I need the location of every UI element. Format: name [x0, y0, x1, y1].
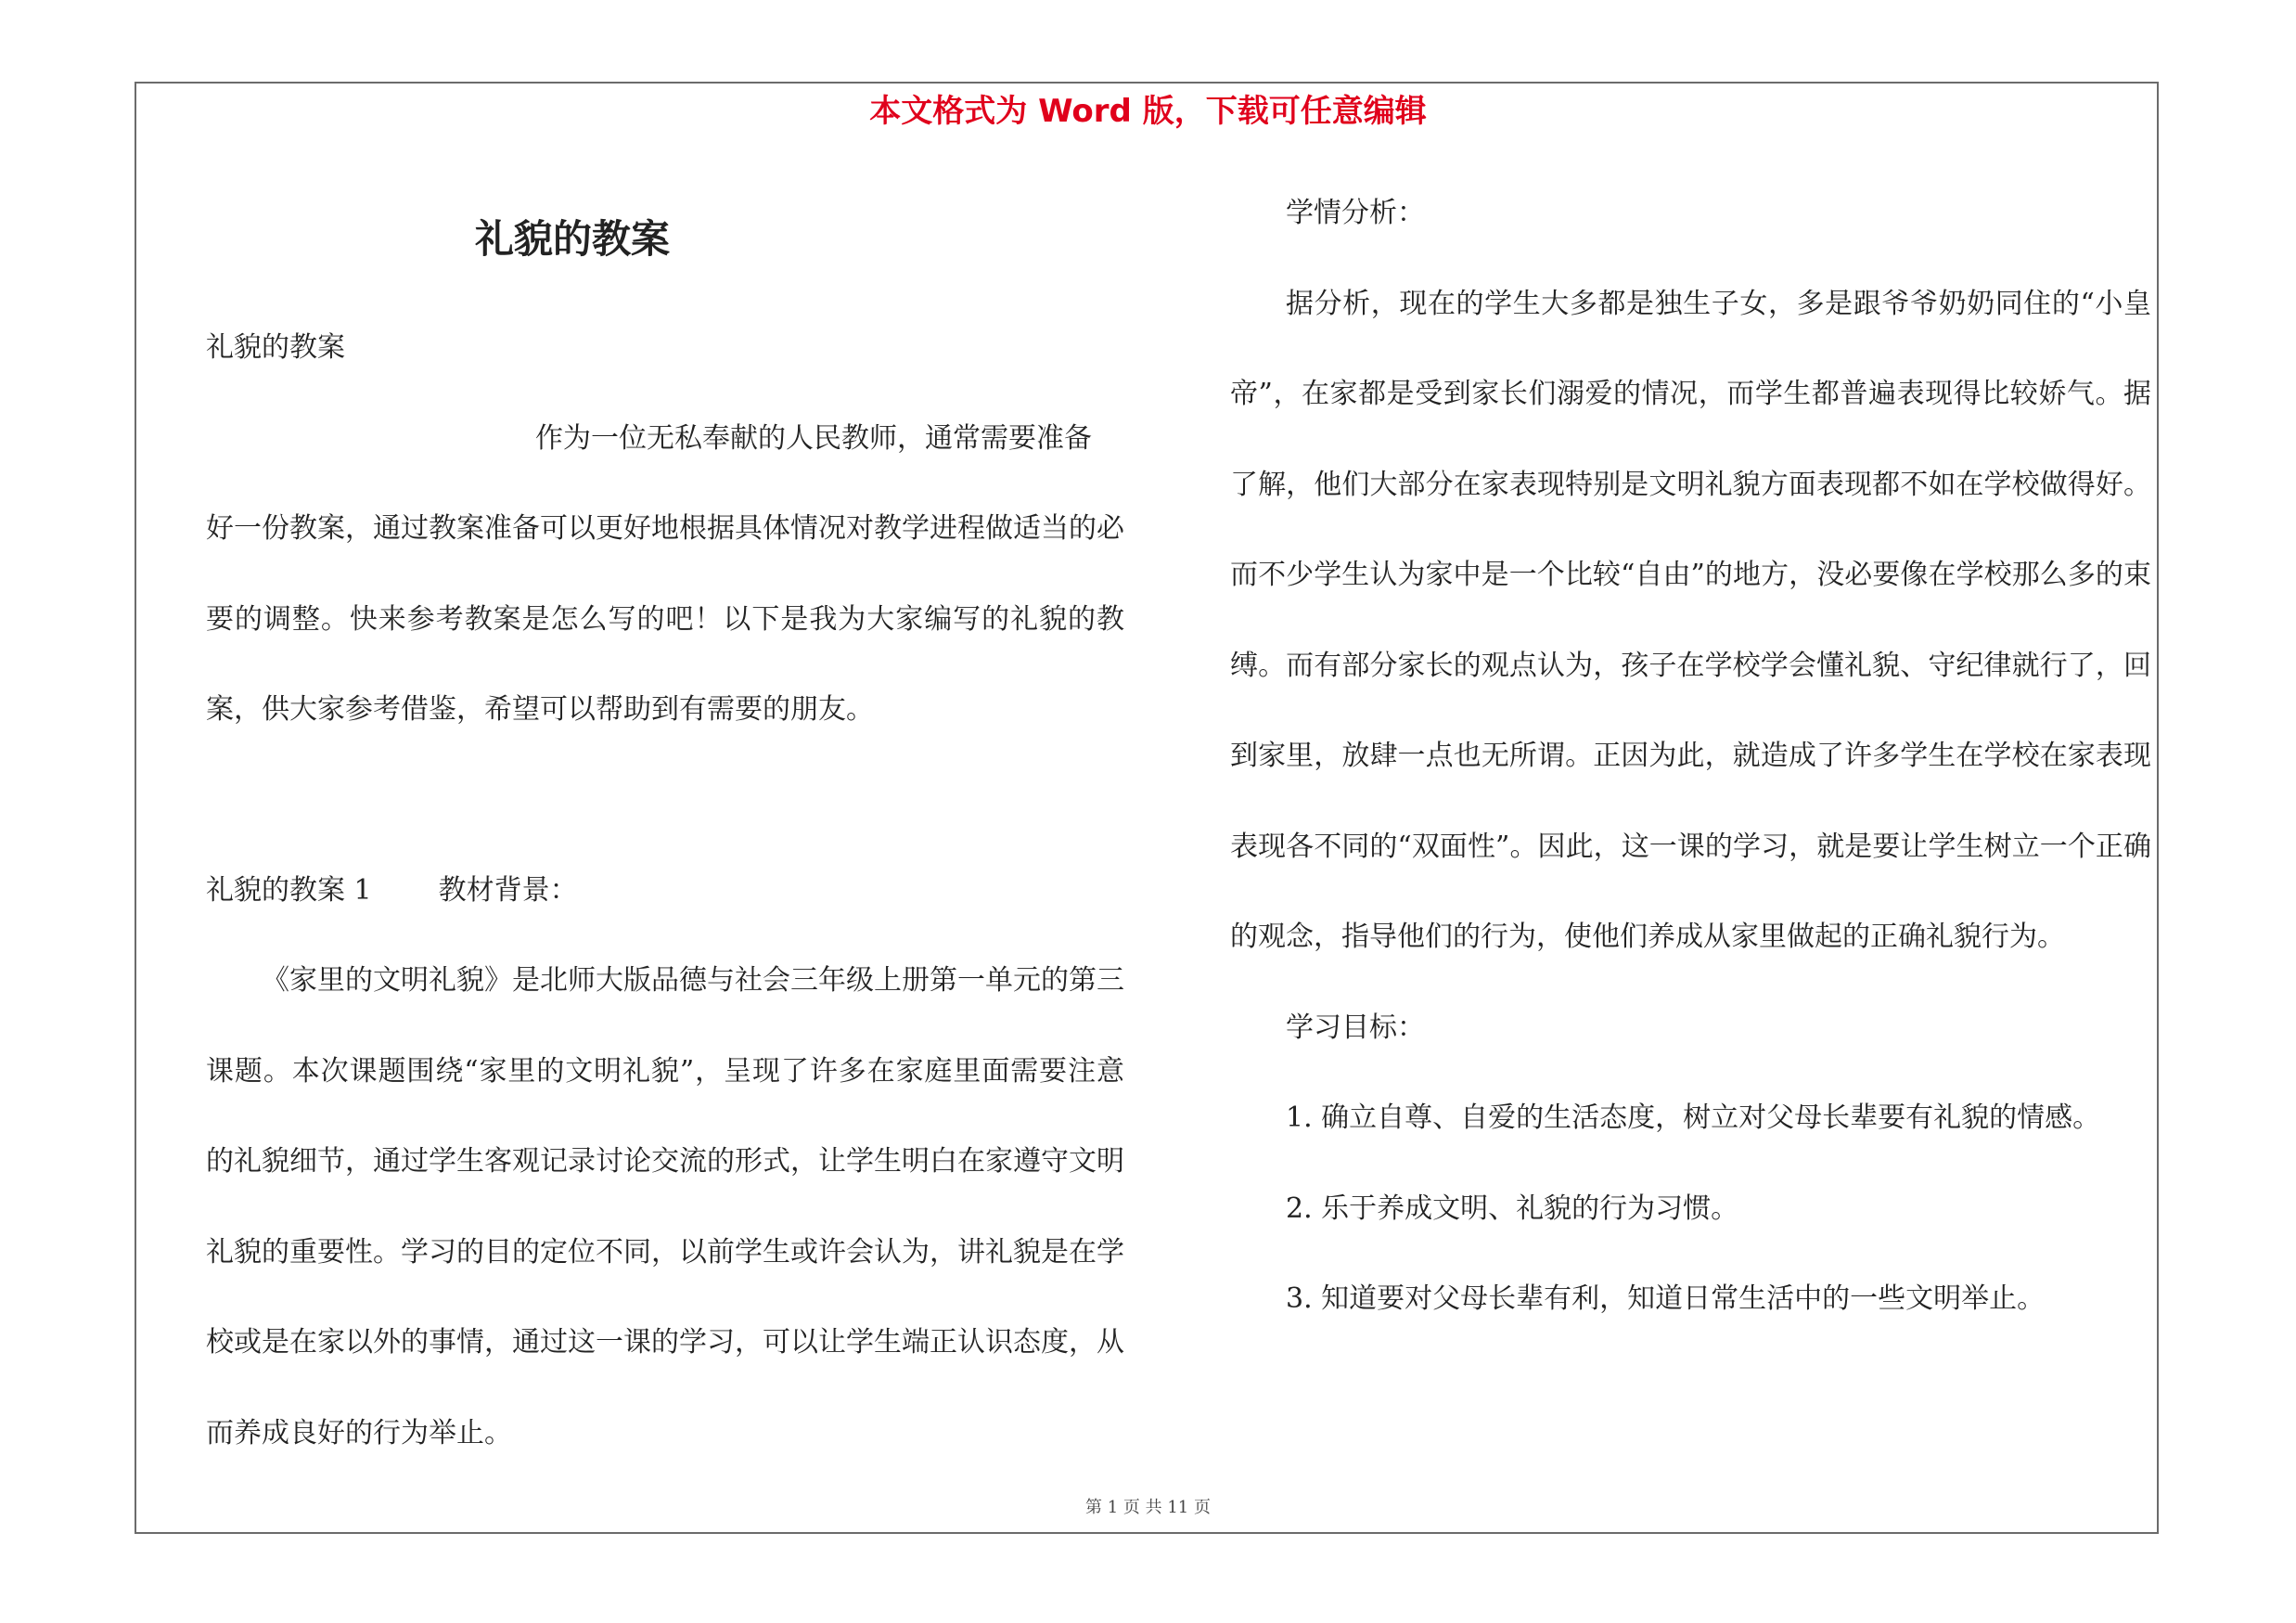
section-line	[206, 845, 1124, 936]
goal-item-1: 1. 确立自尊、自爱的生活态度，树立对父母长辈要有礼貌的情感。	[1286, 1101, 2101, 1134]
document-title: 礼貌的教案	[474, 216, 670, 262]
left-column	[206, 176, 1124, 1478]
intro-first-line: 作为一位无私奉献的人民教师，通常需要准备	[535, 421, 1092, 455]
analysis-heading: 学情分析：	[1286, 197, 1425, 229]
intro-paragraph: 好一份教案，通过教案准备可以更好地根据具体情况对教学进程做适当的必要的调整。快来参考教案是怎么写的吧！以下是我为大家编写的礼貌的教案，供大家参考借鉴，希望可以帮助到有需要的朋友。	[206, 512, 1124, 726]
goals-heading: 学习目标：	[1286, 1011, 1425, 1044]
section-heading: 教材背景：	[438, 873, 578, 907]
background-paragraph: 《家里的文明礼貌》是北师大版品德与社会三年级上册第一单元的第三课题。本次课题围绕“家里的文明礼貌”，呈现了许多在家庭里面需要注意的礼貌细节，通过学生客观记录讨论交流的形式，让学生明白在家遵守文明礼貌的重要性。学习的目的定位不同，以前学生或许会认为，讲礼貌是在学校或是在家以外的事情，通过这一课的学习，可以让学生端正认识态度，从而养成良好的行为举止。	[206, 964, 1124, 1449]
paragraph-gap	[206, 755, 1124, 845]
goal-item-2: 2. 乐于养成文明、礼貌的行为习惯。	[1286, 1191, 1739, 1225]
page-number-footer: 第 1 页 共 11 页	[1085, 1498, 1211, 1517]
section-label: 礼貌的教案 1	[206, 873, 372, 907]
analysis-paragraph: 据分析，现在的学生大多都是独生子女，多是跟爷爷奶奶同住的“小皇帝”，在家都是受到家长们溺爱的情况，而学生都普遍表现得比较娇气。据了解，他们大部分在家表现特别是文明礼貌方面表现都不如在学校做得好。而不少学生认为家中是一个比较“自由”的地方，没必要像在学校那么多的束缚。而有部分家长的观点认为，孩子在学校学会懂礼貌、守纪律就行了，回到家里，放肆一点也无所谓。正因为此，就造成了许多学生在学校在家表现表现各不同的“双面性”。因此，这一课的学习，就是要让学生树立一个正确的观念，指导他们的行为，使他们养成从家里做起的正确礼貌行为。	[1230, 287, 2151, 953]
goal-item-3: 3. 知道要对父母长辈有利，知道日常生活中的一些文明举止。	[1286, 1282, 2046, 1315]
right-column	[1230, 168, 2151, 1345]
word-format-banner: 本文格式为 Word 版，下载可任意编辑	[869, 93, 1427, 130]
subtitle: 礼貌的教案	[206, 331, 345, 364]
